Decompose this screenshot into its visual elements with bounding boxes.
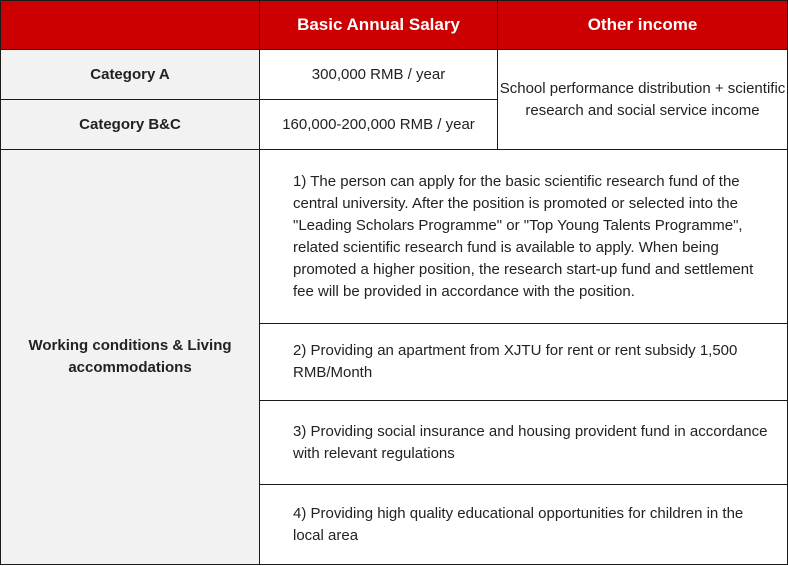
header-row <box>1 1 788 50</box>
category-a-label: Category A <box>1 50 260 100</box>
category-a-salary: 300,000 RMB / year <box>260 50 498 100</box>
other-income-value: School performance distribution + scientific research and social service income <box>498 50 788 150</box>
working-conditions-label: Working conditions & Living accommodations <box>1 150 260 565</box>
table-row-condition-1 <box>1 150 788 324</box>
condition-item-1: 1) The person can apply for the basic scientific research fund of the central university. After the position is promoted or selected into the "Leading Scholars Programme" or "Top Young Talents Programme", related scientific research fund is available to apply. When being promoted a higher position, the research start-up fund and settlement fee will be provided in accordance with the position. <box>260 150 788 324</box>
header-blank-cell <box>1 1 260 50</box>
header-other-income: Other income <box>498 1 788 50</box>
category-bc-salary: 160,000-200,000 RMB / year <box>260 100 498 150</box>
header-basic-annual-salary: Basic Annual Salary <box>260 1 498 50</box>
condition-item-3: 3) Providing social insurance and housing provident fund in accordance with relevant regulations <box>260 401 788 485</box>
condition-item-2: 2) Providing an apartment from XJTU for rent or rent subsidy 1,500 RMB/Month <box>260 324 788 401</box>
condition-item-4: 4) Providing high quality educational opportunities for children in the local area <box>260 485 788 565</box>
table-row-category-a <box>1 50 788 100</box>
category-bc-label: Category B&C <box>1 100 260 150</box>
